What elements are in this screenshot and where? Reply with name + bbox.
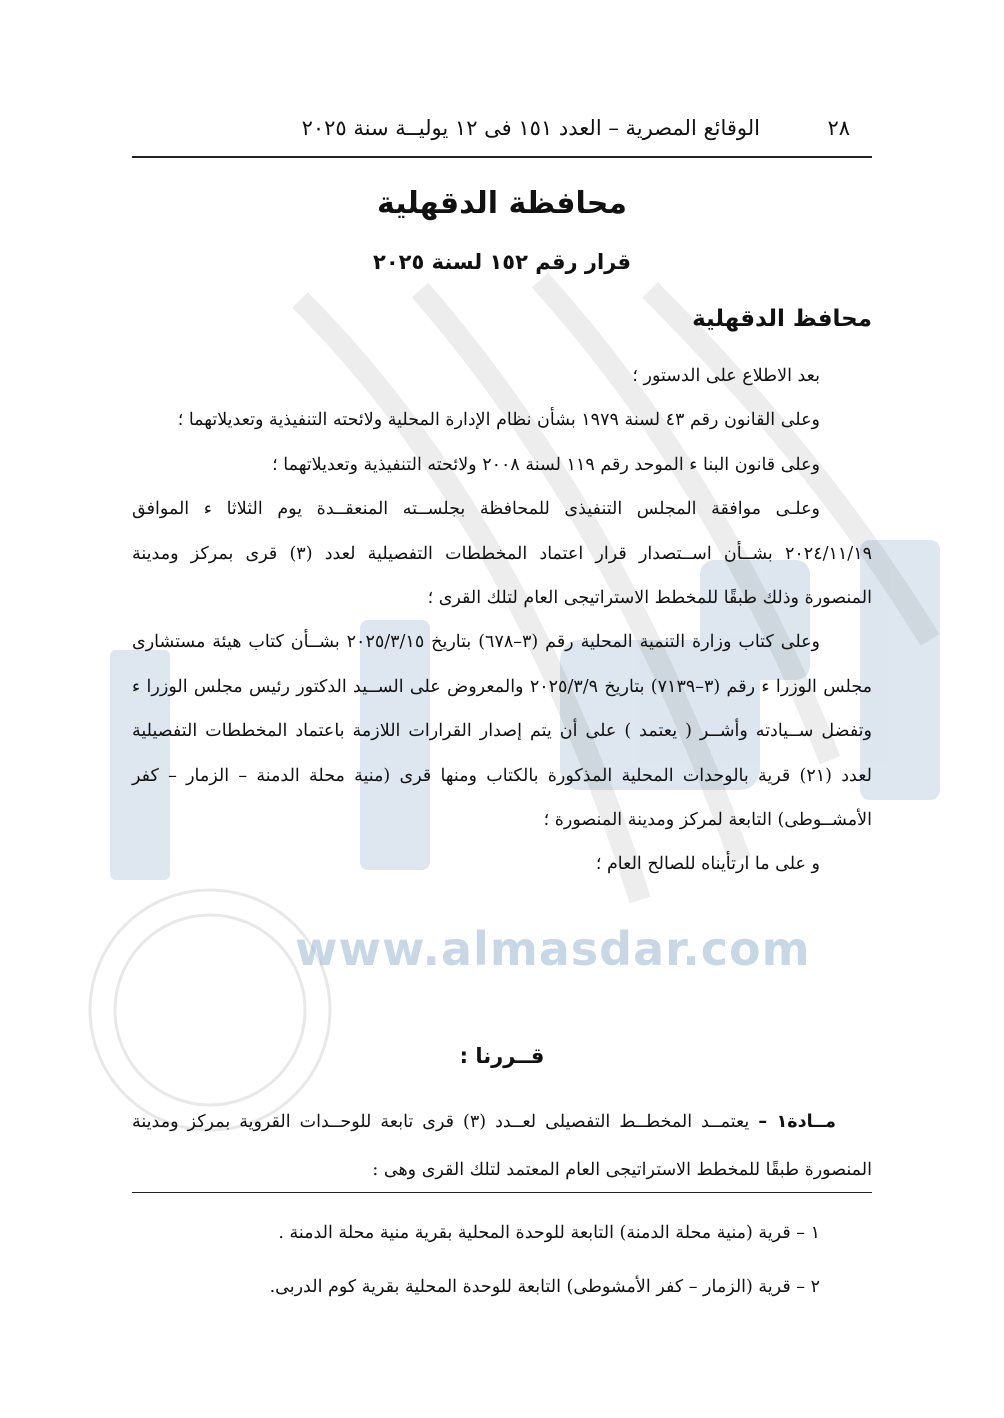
preamble-paragraph: وعلى كتاب وزارة التنمية المحلية رقم (٣–٦٧٨) بتاريخ ٢٠٢٥/٣/١٥ بشــأن كتاب هيئة مستشارى مجلس الوزرا ء رقم (٣–٧١٣٩) بتاريخ ٢٠٢٥/٣/٩ والمعروض على الســيد الدكتور رئيس مجلس الوزرا ء وتفضل ســيادته وأشــر ( يعتمد ) على أن يتم إصدار القرارات اللازمة باعتماد المخططات التفصيلية لعدد (٢١) قرية بالوحدات المحلية المذكورة بالكتاب ومنها قرى (منية محلة الدمنة – الزمار – كفر الأمشــوطى) التابعة لمركز ومدينة المنصورة ؛ — [132, 632, 873, 831]
article-1-paragraph — [132, 1098, 872, 1194]
page-number: ٢٨ — [827, 116, 850, 140]
article-1 — [132, 1098, 872, 1194]
preamble-paragraph: و على ما ارتأيناه للصالح العام ؛ — [595, 854, 820, 875]
page-title: محافظة الدقهلية — [377, 186, 627, 221]
publication-line: الوقائع المصرية – العدد ١٥١ فى ١٢ يوليــة سنة ٢٠٢٥ — [301, 116, 760, 140]
preamble — [132, 354, 872, 887]
watermark-url: www.almasdar.com — [295, 922, 811, 976]
list-item: ٢ – قرية (الزمار – كفر الأمشوطى) التابعة للوحدة المحلية بقرية كوم الدربى. — [269, 1277, 820, 1297]
village-list — [132, 1206, 872, 1314]
decree-number: قرار رقم ١٥٢ لسنة ٢٠٢٥ — [373, 250, 631, 274]
issuer-heading: محافظ الدقهلية — [692, 306, 872, 332]
header-divider — [132, 156, 872, 158]
decided-heading: قــررنا : — [459, 1044, 545, 1068]
running-header — [132, 114, 872, 150]
preamble-paragraph: وعلى قانون البنا ء الموحد رقم ١١٩ لسنة ٢٠٠٨ ولائحته التنفيذية وتعديلاتهما ؛ — [272, 454, 820, 475]
list-item: ١ – قرية (منية محلة الدمنة) التابعة للوحدة المحلية بقرية منية محلة الدمنة . — [278, 1223, 820, 1243]
preamble-paragraph: وعلـى موافقة المجلس التنفيذى للمحافظة بجلســته المنعقــدة يوم الثلاثا ء الموافق ٢٠٢٤/١١/١٩ بشــأن اســتصدار قرار اعتماد المخططات التفصيلية لعدد (٣) قرى بمركز ومدينة المنصورة وذلك طبقًا للمخطط الاستراتيجى العام لتلك القرى ؛ — [132, 499, 872, 609]
article-1-label: مــادة١ – — [758, 1112, 836, 1132]
article-divider — [132, 1192, 872, 1193]
article-1-text: يعتمــد المخطــط التفصيلى لعــدد (٣) قرى تابعة للوحــدات القروية بمركز ومدينة المنصورة طبقًا للمخطط الاستراتيجى العام المعتمد لتلك القرى وهى : — [132, 1112, 872, 1180]
preamble-paragraph: بعد الاطلاع على الدستور ؛ — [632, 366, 820, 386]
preamble-paragraph: وعلى القانون رقم ٤٣ لسنة ١٩٧٩ بشأن نظام الإدارة المحلية ولائحته التنفيذية وتعديلاتهما ؛ — [177, 410, 820, 431]
